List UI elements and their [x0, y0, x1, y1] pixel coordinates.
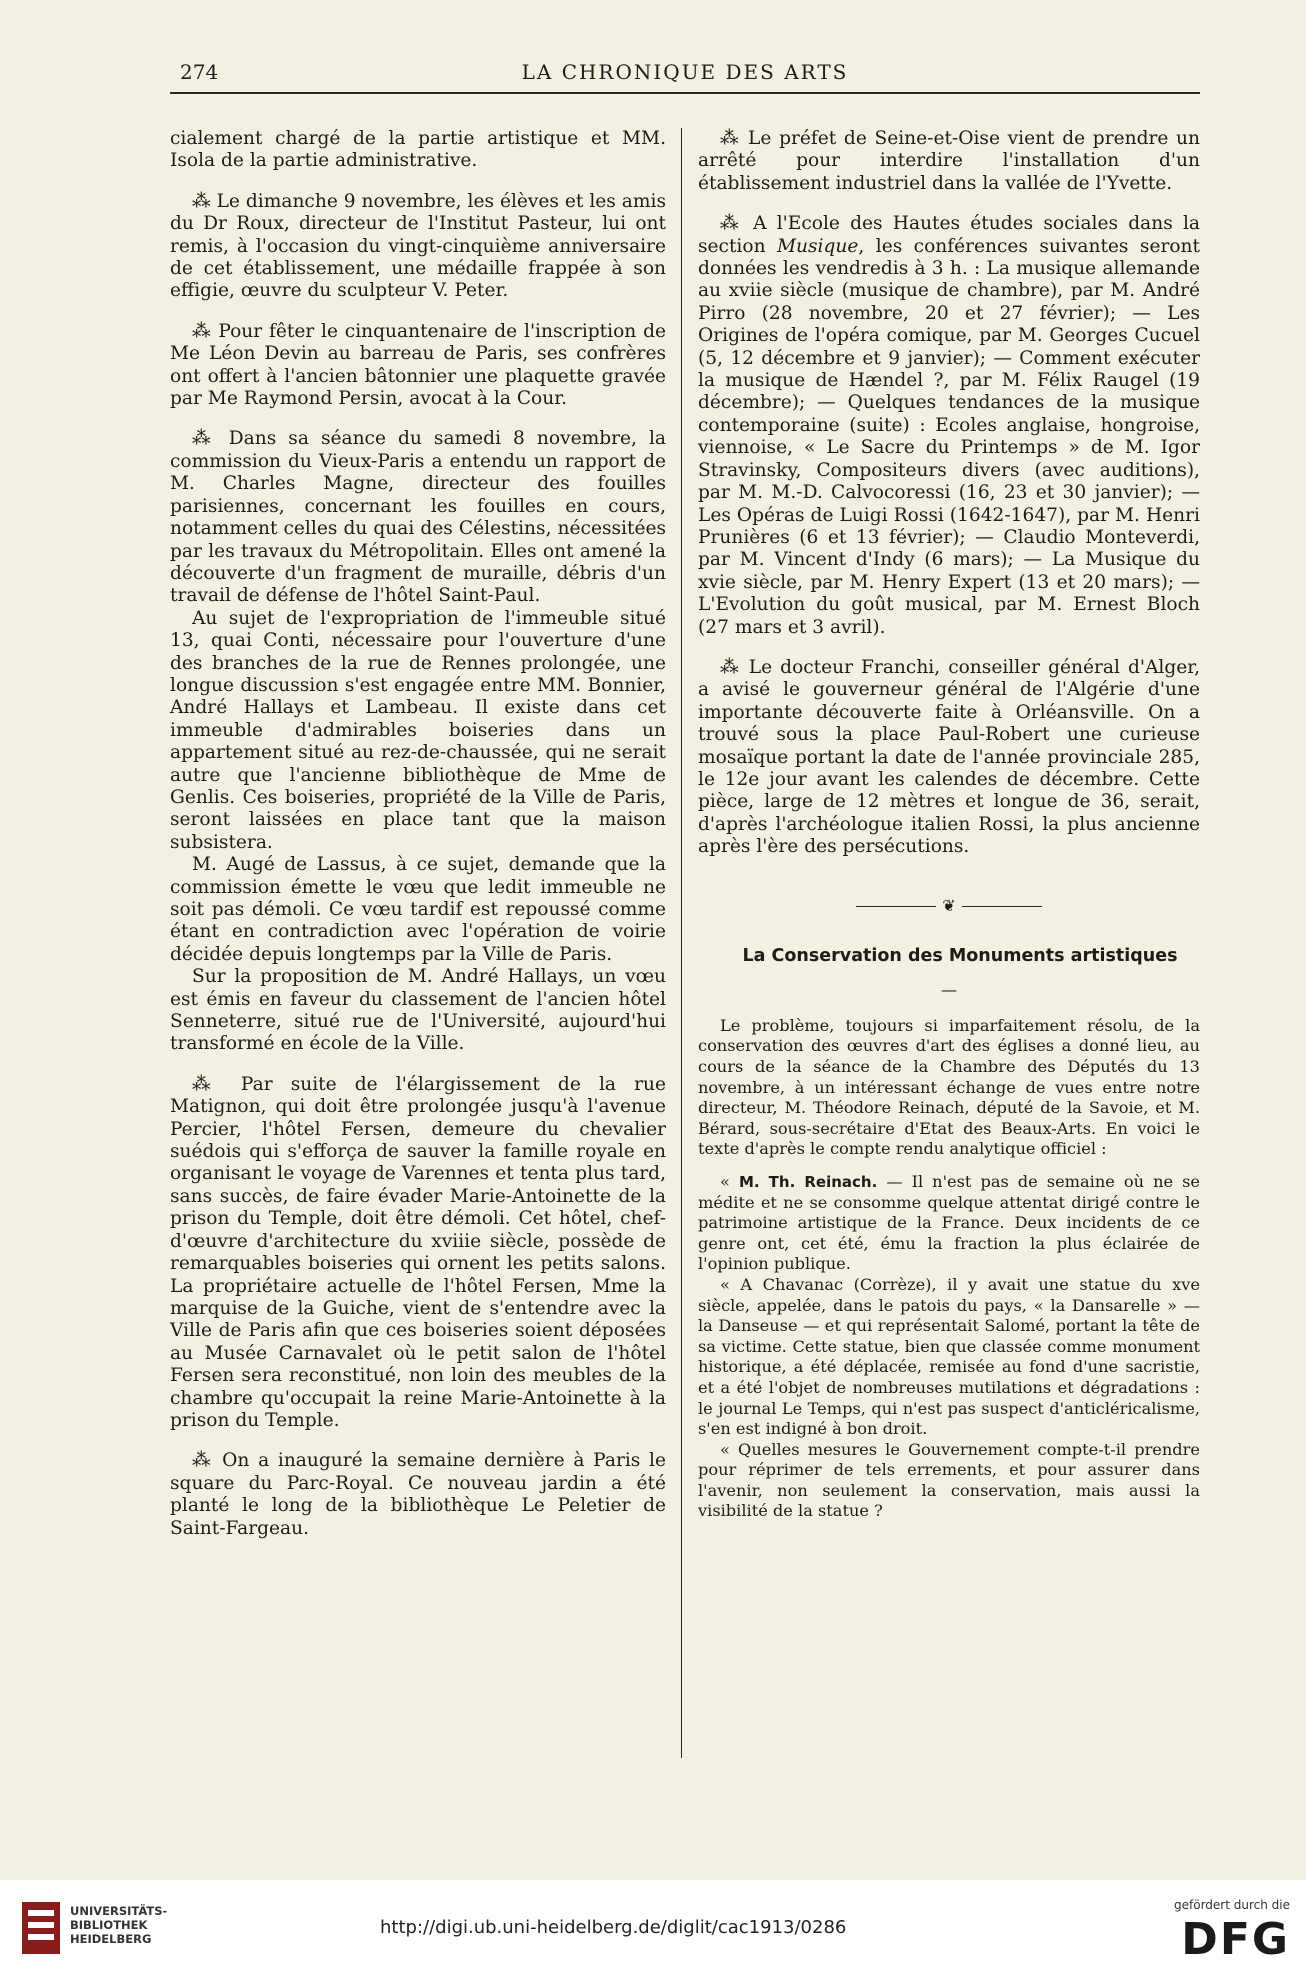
text: ⁂ A l'Ecole des Hautes études sociales dans la section [698, 213, 1200, 257]
text: , les conférences suivantes seront données les vendredis à 3 h. : [698, 235, 1200, 280]
university-seal-icon [20, 1900, 62, 1956]
italic-text: Musique [777, 235, 859, 257]
library-line: HEIDELBERG [70, 1932, 152, 1946]
left-column [170, 128, 666, 1540]
column-divider [681, 128, 682, 1758]
paragraph: ⁂ Le dimanche 9 novembre, les élèves et les amis du Dr Roux, directeur de l'Institut Pasteur, lui ont remis, à l'occasion du vingt-cinquième anniversaire de cet établissement, une médaille frappée à son effigie, œuvre du sculpteur V. Peter. [170, 190, 666, 302]
right-column [698, 128, 1200, 1522]
paragraph: M. Augé de Lassus, à ce sujet, demande que la commission émette le vœu que ledit immeuble ne soit pas démoli. Ce vœu tardif est repoussé comme étant en contradiction avec l'opération de voirie décidée depuis longtemps par la Ville de Paris. [170, 854, 666, 965]
dfg-logo: DFG [1181, 1914, 1290, 1965]
paragraph: Au sujet de l'expropriation de l'immeuble situé 13, quai Conti, nécessaire pour l'ouverture d'une des branches de la rue de Rennes prolongée, une longue discussion s'est engagée entre MM. Bonnier, André Hallays et Lambeau. Il existe dans cet immeuble d'admirables boiseries dans un appartement situé au rez-de-chaussée, qui ne serait autre que l'ancienne bibliothèque de Mme de Genlis. Ces boiseries, propriété de la Ville de Paris, seront laissées en place tant que la maison subsistera. [170, 607, 666, 853]
paragraph: ⁂ Par suite de l'élargissement de la rue Matignon, qui doit être prolongée jusqu'à l'avenue Percier, l'hôtel Fersen, demeure du chevalier suédois qui s'efforça de sauver la famille royale en organisant le voyage de Varennes et tenta plus tard, sans succès, de faire évader Marie-Antoinette de la prison du Temple, doit être démoli. Cet hôtel, chef-d'œuvre d'architecture du xviiie siècle, possède de remarquables boiseries qui ornent les petits salons. La propriétaire actuelle de l'hôtel Fersen, Mme la marquise de la Guiche, vient de s'entendre avec la Ville de Paris afin que ces boiseries soient déposées au Musée Carnavalet où le petit salon de l'hôtel Fersen sera reconstitué, non loin des meubles de la chambre qu'occupait la reine Marie-Antoinette à la prison du Temple. [170, 1073, 666, 1431]
paragraph [698, 213, 1200, 639]
quote-paragraph: « Quelles mesures le Gouvernement compte-t-il prendre pour réprimer de tels errements, et pour assurer dans l'avenir, non seulement la conservation, mais aussi la visibilité de la statue ? [698, 1439, 1200, 1521]
paragraph: ⁂ Le docteur Franchi, conseiller général d'Alger, a avisé le gouverneur général de l'Algérie d'une importante découverte faite à Orléansville. On a trouvé sous la place Paul-Robert une curieuse mosaïque portant la date de l'année provinciale 285, le 12e jour avant les calendes de décembre. Cette pièce, large de 12 mètres et longue de 36, serait, d'après l'archéologue italien Rossi, la plus ancienne après l'ère des persécutions. [698, 656, 1200, 858]
quote-mark: « [720, 1171, 739, 1191]
text: La musique allemande au xviie siècle (musique de chambre), par M. André Pirro (28 novembre, 20 et 27 février); — Les Origines de l'opéra comique, par M. Georges Cucuel (5, 12 décembre et 9 janvier); — Comment exécuter la musique de Hændel ?, par M. Félix Raugel (19 décembre); — Quelques tendances de la musique contemporaine (suite) : Ecoles anglaise, hongroise, viennoise, « Le Sacre du Printemps » de M. Igor Stravinsky, Compositeurs divers (avec auditions), par M. M.-D. Calvocoressi (16, 23 et 30 janvier); — Les Opéras de Luigi Rossi (1642-1647), par M. Henri Prunières (6 et 13 février); — Claudio Monteverdi, par M. Vincent d'Indy (6 mars); — La Musique du xvie siècle, par M. Henry Expert (13 et 20 mars); — L'Evolution du goût musical, par M. Ernest Bloch (27 mars et 3 avril). [698, 258, 1201, 638]
text: — Il n'est pas de semaine où ne se médite et ne se consomme quelque attentat dirigé contre le patrimoine artistique de la France. Deux incidents de ce genre ont, cet été, ému la fraction la plus éclairée de l'opinion publique. [698, 1171, 1200, 1274]
page-number: 274 [180, 60, 219, 84]
quote-paragraph: « A Chavanac (Corrèze), il y avait une statue du xve siècle, appelée, dans le patois du pays, « la Dansarelle » — la Danseuse — et qui représentait Salomé, portant la tête de sa victime. Cette statue, bien que classée comme monument historique, a été déplacée, remisée au fond d'une sacristie, et a été l'objet de nombreuses mutilations et dégradations : le journal Le Temps, qui n'est pas suspect d'anticléricalisme, s'en est indigné à bon droit. [698, 1274, 1200, 1439]
paragraph: ⁂ Dans sa séance du samedi 8 novembre, la commission du Vieux-Paris a entendu un rapport de M. Charles Magne, directeur des fouilles parisiennes, concernant les fouilles en cours, notamment celles du quai des Célestins, nécessitées par les travaux du Métropolitain. Elles ont amené la découverte d'un fragment de muraille, débris d'un travail de défense de l'hôtel Saint-Paul. [170, 428, 666, 607]
library-line: BIBLIOTHEK [70, 1918, 148, 1932]
library-name [70, 1904, 167, 1946]
library-line: UNIVERSITÄTS- [70, 1904, 168, 1918]
paragraph: ⁂ On a inauguré la semaine dernière à Paris le square du Parc-Royal. Ce nouveau jardin a été planté le long de la bibliothèque Le Peletier de Saint-Fargeau. [170, 1450, 666, 1539]
paragraph: ⁂ Pour fêter le cinquantenaire de l'inscription de Me Léon Devin au barreau de Paris, ses confrères ont offert à l'ancien bâtonnier une plaquette gravée par Me Raymond Persin, avocat à la Cour. [170, 320, 666, 410]
paragraph: Sur la proposition de M. André Hallays, un vœu est émis en faveur du classement de l'ancien hôtel Senneterre, situé rue de l'Université, aujourd'hui transformé en école de la Ville. [170, 966, 666, 1055]
journal-title: LA CHRONIQUE DES ARTS [521, 60, 849, 84]
ornament-divider [698, 895, 1200, 917]
section-body [698, 1016, 1200, 1522]
quote-paragraph [698, 1172, 1200, 1275]
paragraph: cialement chargé de la partie artistique et MM. Isola de la partie administrative. [170, 128, 666, 172]
speaker-name: M. Th. Reinach. [738, 1172, 878, 1191]
title-dash: — [941, 980, 957, 1000]
section-title: La Conservation des Monuments artistiques [742, 946, 1178, 966]
paragraph: Le problème, toujours si imparfaitement résolu, de la conservation des œuvres d'art des églises a donné lieu, au cours de la séance de la Chambre des Députés du 13 novembre, à un intéressant échange de vues entre notre directeur, M. Théodore Reinach, député de la Savoie, et M. Bérard, sous-secrétaire d'Etat des Beaux-Arts. En voici le texte d'après le compte rendu analytique officiel : [698, 1015, 1200, 1159]
paragraph: ⁂ Le préfet de Seine-et-Oise vient de prendre un arrêté pour interdire l'installation d'un établissement industriel dans la vallée de l'Yvette. [698, 128, 1200, 194]
funding-note: gefördert durch die [1174, 1898, 1290, 1912]
ornament-icon: ❦ [942, 895, 956, 915]
permalink-url[interactable]: http://digi.ub.uni-heidelberg.de/diglit/cac1913/0286 [380, 1917, 847, 1938]
running-header [170, 58, 1200, 94]
digitization-footer [0, 1880, 1306, 1978]
